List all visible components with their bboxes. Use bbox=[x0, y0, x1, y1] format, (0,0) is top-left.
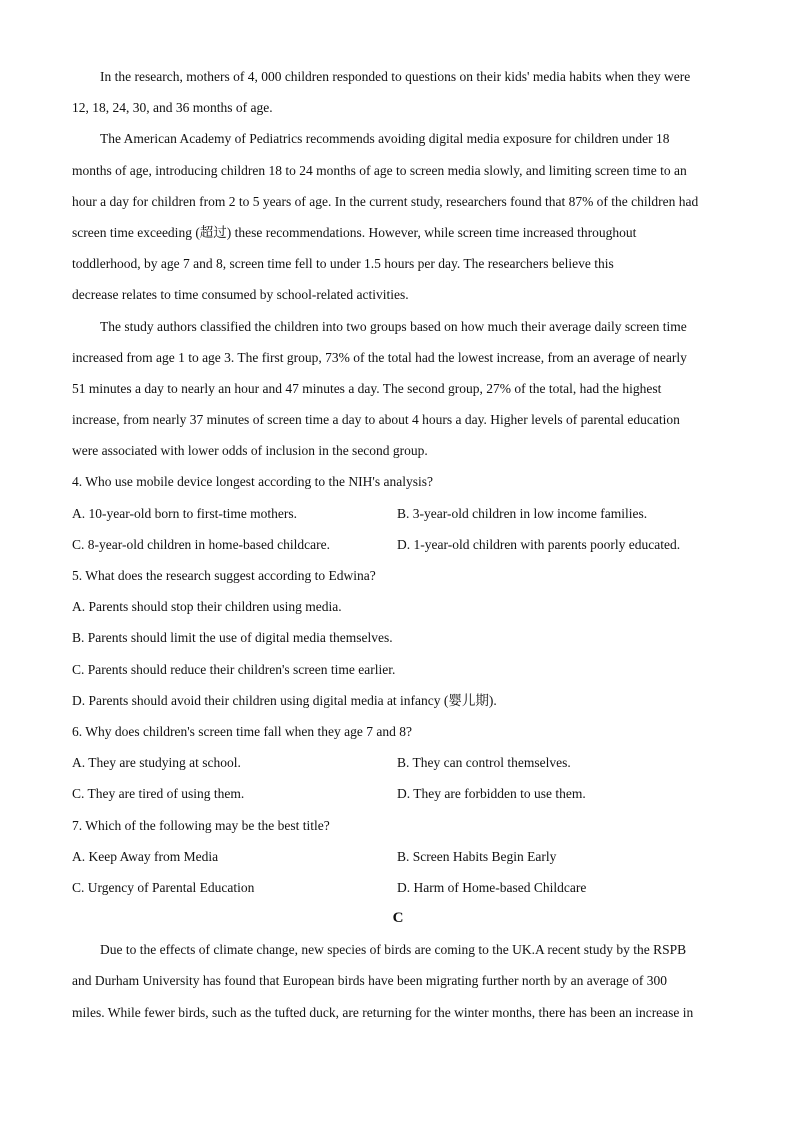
option-b: B. They can control themselves. bbox=[397, 755, 571, 771]
text-line: decrease relates to time consumed by school-related activities. bbox=[72, 287, 409, 303]
option-row bbox=[72, 778, 724, 809]
option-b: B. Screen Habits Begin Early bbox=[397, 848, 557, 864]
question-stem: 6. Why does children's screen time fall when they age 7 and 8? bbox=[72, 723, 412, 739]
text-line: 51 minutes a day to nearly an hour and 47 minutes a day. The second group, 27% of the total, had the highest bbox=[72, 380, 662, 396]
text-line: The American Academy of Pediatrics recommends avoiding digital media exposure for children under 18 bbox=[100, 131, 670, 147]
option-c: C. Parents should reduce their children's screen time earlier. bbox=[72, 661, 396, 677]
option-a: A. Keep Away from Media bbox=[72, 848, 219, 864]
option-c: C. Urgency of Parental Education bbox=[72, 879, 255, 895]
option-c: C. They are tired of using them. bbox=[72, 786, 245, 802]
text-line: hour a day for children from 2 to 5 years of age. In the current study, researchers found that 87% of the children had bbox=[72, 193, 699, 209]
option-a: A. Parents should stop their children using media. bbox=[72, 599, 342, 615]
question-stem: 5. What does the research suggest according to Edwina? bbox=[72, 568, 376, 583]
question-7 bbox=[72, 810, 724, 904]
option-d: D. Harm of Home-based Childcare bbox=[397, 879, 587, 895]
text-line: screen time exceeding (超过) these recommendations. However, while screen time increased throughout bbox=[72, 224, 637, 240]
document-page bbox=[72, 61, 724, 1028]
passage-paragraph-2 bbox=[72, 123, 724, 310]
option-row bbox=[72, 747, 724, 778]
section-c-paragraph-1 bbox=[72, 934, 724, 1028]
question-5 bbox=[72, 560, 724, 716]
option-d: D. 1-year-old children with parents poorly educated. bbox=[397, 536, 681, 552]
text-line: The study authors classified the children into two groups based on how much their average daily screen time bbox=[100, 318, 687, 334]
option-b: B. Parents should limit the use of digital media themselves. bbox=[72, 630, 393, 646]
question-stem: 4. Who use mobile device longest according to the NIH's analysis? bbox=[72, 474, 433, 490]
question-stem: 7. Which of the following may be the best title? bbox=[72, 817, 330, 833]
option-row bbox=[72, 529, 724, 560]
text-line: In the research, mothers of 4, 000 children responded to questions on their kids' media habits when they were bbox=[100, 69, 691, 84]
text-line: were associated with lower odds of inclusion in the second group. bbox=[72, 443, 428, 459]
text-line: months of age, introducing children 18 to 24 months of age to screen media slowly, and limiting screen time to an bbox=[72, 162, 687, 178]
question-6 bbox=[72, 716, 724, 810]
option-c: C. 8-year-old children in home-based childcare. bbox=[72, 536, 331, 552]
text-line: miles. While fewer birds, such as the tufted duck, are returning for the winter months, there has been an increase in bbox=[72, 1004, 694, 1020]
text-line: Due to the effects of climate change, new species of birds are coming to the UK.A recent study by the RSPB bbox=[100, 942, 687, 958]
option-d: D. They are forbidden to use them. bbox=[397, 786, 586, 802]
text-line: increased from age 1 to age 3. The first group, 73% of the total had the lowest increase, from an average of nearly bbox=[72, 349, 687, 365]
section-heading: C bbox=[392, 910, 404, 927]
option-a: A. 10-year-old born to first-time mothers. bbox=[72, 505, 298, 521]
text-line: increase, from nearly 37 minutes of screen time a day to about 4 hours a day. Higher levels of parental education bbox=[72, 412, 680, 428]
text-line: 12, 18, 24, 30, and 36 months of age. bbox=[72, 100, 273, 116]
option-b: B. 3-year-old children in low income families. bbox=[397, 505, 648, 521]
option-d: D. Parents should avoid their children using digital media at infancy (婴儿期). bbox=[72, 692, 497, 708]
option-row bbox=[72, 872, 724, 903]
text-line: toddlerhood, by age 7 and 8, screen time fell to under 1.5 hours per day. The researchers believe this bbox=[72, 256, 614, 272]
option-a: A. They are studying at school. bbox=[72, 755, 241, 771]
option-row bbox=[72, 498, 724, 529]
text-line: and Durham University has found that European birds have been migrating further north by an average of 300 bbox=[72, 973, 667, 989]
option-row bbox=[72, 841, 724, 872]
question-4 bbox=[72, 466, 724, 560]
passage-paragraph-3 bbox=[72, 311, 724, 467]
passage-paragraph-1 bbox=[72, 61, 724, 123]
